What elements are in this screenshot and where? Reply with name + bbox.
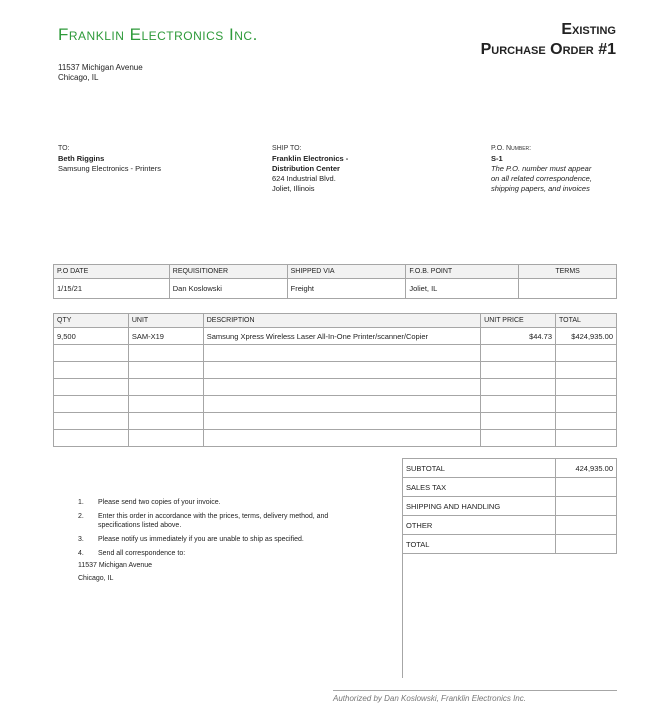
po-note-3: shipping papers, and invoices	[491, 184, 590, 193]
table-row	[54, 362, 617, 379]
po-block	[491, 144, 592, 194]
ship-to-line1: Franklin Electronics -	[272, 154, 349, 163]
order-info-header: TERMS	[519, 265, 617, 279]
company-address-line1: 11537 Michigan Avenue	[58, 63, 143, 72]
company-address	[58, 63, 143, 83]
order-info-value: 1/15/21	[54, 279, 170, 299]
items-header: UNIT PRICE	[481, 314, 556, 328]
table-row	[54, 413, 617, 430]
ship-to-block	[272, 144, 348, 194]
shipping-label: SHIPPING AND HANDLING	[403, 497, 556, 516]
list-item	[78, 498, 348, 507]
items-header: DESCRIPTION	[203, 314, 480, 328]
ship-to-line4: Joliet, Illinois	[272, 184, 315, 193]
list-text: Please send two copies of your invoice.	[98, 499, 221, 506]
list-item	[78, 512, 348, 530]
order-info-header: REQUISITIONER	[169, 265, 287, 279]
items-header: QTY	[54, 314, 129, 328]
list-number: 3.	[78, 536, 84, 543]
correspondence-address-line2: Chicago, IL	[78, 575, 114, 582]
to-company: Samsung Electronics - Printers	[58, 164, 161, 173]
ship-to-line2: Distribution Center	[272, 164, 340, 173]
item-description: Samsung Xpress Wireless Laser All-In-One Printer/scanner/Copier	[203, 328, 480, 345]
items-header: TOTAL	[556, 314, 617, 328]
authorization-text: Authorized by Dan Koslowski, Franklin Electronics Inc.	[333, 694, 526, 703]
list-number: 4.	[78, 550, 84, 557]
order-info-table	[53, 264, 617, 299]
po-note-2: on all related correspondence,	[491, 174, 592, 183]
po-note-1: The P.O. number must appear	[491, 164, 592, 173]
to-label: TO:	[58, 145, 70, 152]
list-number: 2.	[78, 513, 84, 520]
subtotal-value: 424,935.00	[556, 459, 617, 478]
table-row	[54, 396, 617, 413]
sales-tax-value	[556, 478, 617, 497]
title-line-1: Existing	[561, 21, 616, 38]
sales-tax-label: SALES TAX	[403, 478, 556, 497]
document-title	[481, 20, 616, 60]
other-label: OTHER	[403, 516, 556, 535]
item-qty: 9,500	[54, 328, 129, 345]
list-number: 1.	[78, 499, 84, 506]
list-item	[78, 535, 348, 544]
shipping-value	[556, 497, 617, 516]
summary-divider	[402, 553, 403, 678]
item-total: $424,935.00	[556, 328, 617, 345]
table-row	[54, 328, 617, 345]
order-info-header: SHIPPED VIA	[287, 265, 406, 279]
summary-table	[402, 458, 617, 554]
table-row	[54, 430, 617, 447]
total-value	[556, 535, 617, 554]
items-header: UNIT	[128, 314, 203, 328]
order-info-value: Freight	[287, 279, 406, 299]
order-info-value	[519, 279, 617, 299]
list-text: Send all correspondence to:	[98, 550, 186, 557]
company-name: Franklin Electronics Inc.	[58, 25, 258, 44]
po-number: S-1	[491, 154, 503, 163]
correspondence-address	[78, 559, 348, 585]
item-unit-price: $44.73	[481, 328, 556, 345]
list-text: Please notify us immediately if you are unable to ship as specified.	[98, 536, 304, 543]
order-info-value: Joliet, IL	[406, 279, 519, 299]
table-row	[54, 345, 617, 362]
instructions-list	[78, 498, 348, 585]
list-text: Enter this order in accordance with the prices, terms, delivery method, and specifications listed above.	[98, 513, 329, 529]
company-address-line2: Chicago, IL	[58, 73, 99, 82]
other-value	[556, 516, 617, 535]
total-label: TOTAL	[403, 535, 556, 554]
order-info-value: Dan Koslowski	[169, 279, 287, 299]
order-info-header: P.O DATE	[54, 265, 170, 279]
table-row	[54, 379, 617, 396]
order-info-header: F.O.B. POINT	[406, 265, 519, 279]
po-label: P.O. Number:	[491, 145, 532, 152]
to-name: Beth Riggins	[58, 154, 105, 163]
ship-to-label: SHIP TO:	[272, 145, 302, 152]
title-line-2: Purchase Order #1	[480, 41, 616, 58]
items-table	[53, 313, 617, 447]
item-unit: SAM-X19	[128, 328, 203, 345]
to-block	[58, 144, 161, 174]
ship-to-line3: 624 Industrial Blvd.	[272, 174, 336, 183]
subtotal-label: SUBTOTAL	[403, 459, 556, 478]
signature-line	[333, 690, 617, 691]
correspondence-address-line1: 11537 Michigan Avenue	[78, 562, 153, 569]
list-item	[78, 549, 348, 558]
